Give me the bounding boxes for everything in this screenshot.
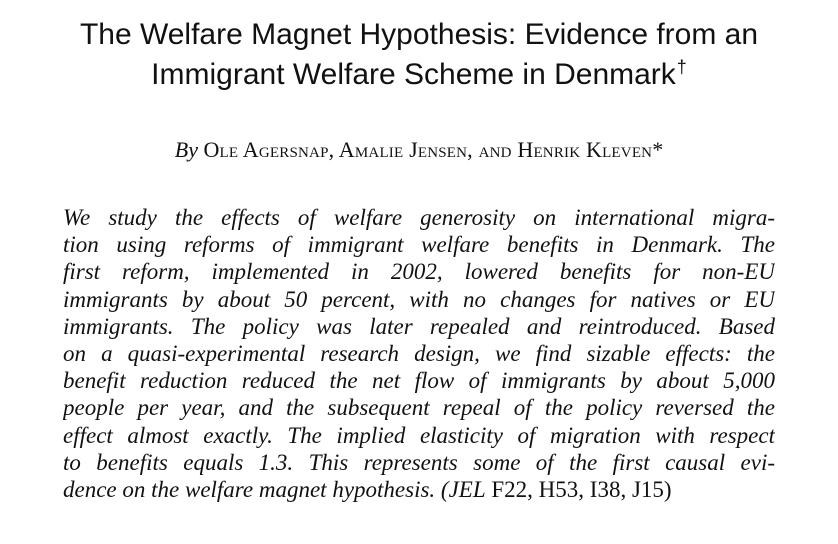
abstract-last-line — [63, 476, 775, 503]
jel-codes: F22, H53, I38, J15) — [485, 476, 672, 502]
abstract-line: benefit reduction reduced the net flow of immigrants by about 5,000 — [63, 368, 775, 394]
author-byline — [0, 136, 838, 164]
abstract-line: on a quasi-experimental research design, we find sizable effects: the — [63, 340, 775, 366]
author-footnote-mark: * — [652, 137, 664, 162]
abstract-line: people per year, and the subsequent repeal of the policy reversed the — [63, 395, 775, 421]
abstract-line: immigrants. The policy was later repealed and reintroduced. Based — [63, 313, 775, 339]
abstract-line: tion using reforms of immigrant welfare benefits in Denmark. The — [63, 232, 775, 258]
abstract — [63, 204, 775, 503]
paper-title-text-2: Immigrant Welfare Scheme in Denmark — [151, 58, 676, 91]
paper-title-text-1: The Welfare Magnet Hypothesis: Evidence from an — [79, 18, 759, 51]
paper-title-line-2 — [20, 57, 818, 93]
abstract-line: immigrants by about 50 percent, with no changes for natives or EU — [63, 286, 775, 312]
abstract-line: first reform, implemented in 2002, lowered benefits for non-EU — [63, 259, 775, 285]
abstract-last-text: dence on the welfare magnet hypothesis. ( — [63, 476, 449, 502]
jel-label: JEL — [448, 476, 486, 502]
title-footnote-mark: † — [676, 57, 687, 77]
abstract-line: We study the effects of welfare generosity on international migra- — [63, 205, 775, 230]
abstract-line: to benefits equals 1.3. This represents some of the first causal evi- — [63, 449, 775, 475]
byline-by: By — [174, 137, 198, 162]
author-names: Ole Agersnap, Amalie Jensen, and Henrik Kleven — [203, 137, 653, 162]
paper-title-line-1 — [20, 17, 818, 53]
abstract-line: effect almost exactly. The implied elasticity of migration with respect — [63, 422, 775, 448]
